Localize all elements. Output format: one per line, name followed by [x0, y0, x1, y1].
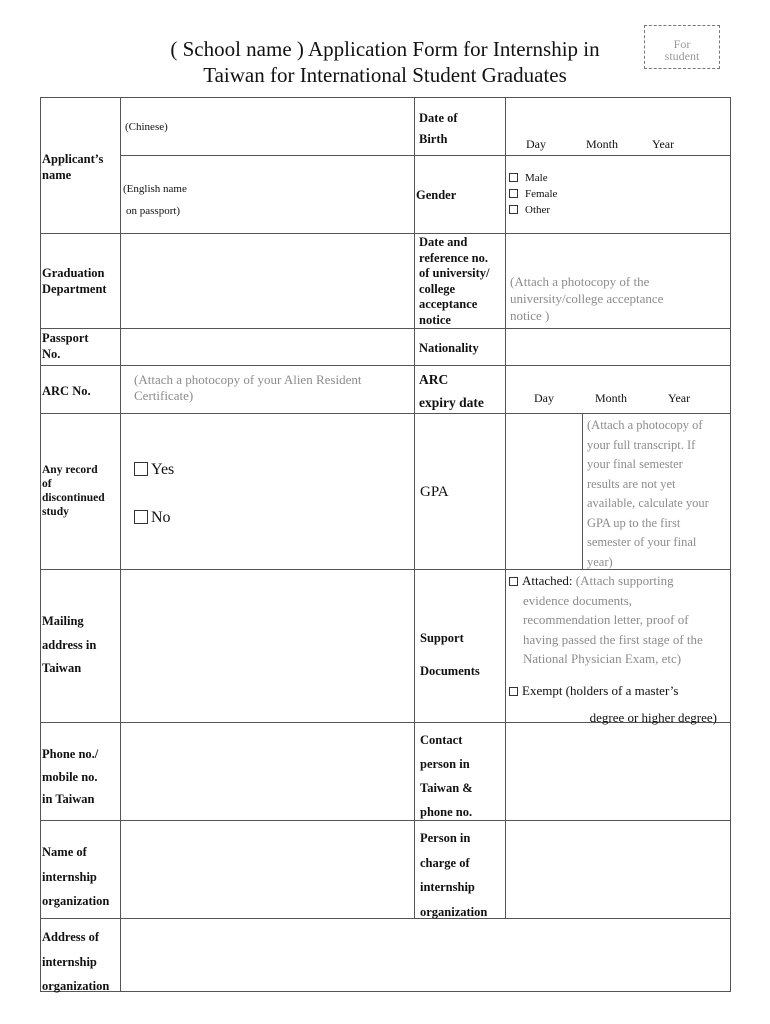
male-checkbox[interactable]: [509, 173, 518, 182]
chinese-name-hint: (Chinese): [125, 121, 168, 133]
discontinued-study-label: Any record of discontinued study: [42, 464, 105, 518]
english-name-field[interactable]: [123, 178, 187, 222]
gender-option-male[interactable]: Male: [509, 170, 557, 186]
arc-expiry-day: Day: [534, 391, 554, 405]
nationality-label: Nationality: [419, 341, 479, 355]
gender-option-female[interactable]: Female: [509, 186, 557, 202]
acceptance-notice-label: Date and reference no. of university/ college acceptance notice: [419, 235, 490, 327]
applicant-name-label: Applicant’s name: [42, 152, 104, 182]
arc-hint-line2: Certificate): [134, 388, 194, 403]
stamp-line2: student: [664, 49, 700, 63]
exempt-label: Exempt (holders of a master’s: [522, 683, 679, 698]
graduation-department-label: Graduation Department: [42, 266, 107, 296]
arc-no-field[interactable]: [134, 372, 361, 404]
dob-year: Year: [652, 137, 675, 151]
passport-no-field[interactable]: [121, 329, 414, 365]
form-title: [120, 36, 650, 88]
person-in-charge-label: Person in charge of internship organization: [420, 831, 488, 919]
english-name-hint-line1: (English name: [123, 183, 187, 195]
date-of-birth-label: Date of Birth: [419, 111, 458, 146]
attached-hint: (Attach supporting: [575, 573, 674, 588]
stamp-line1: For: [673, 37, 691, 51]
discontinued-yes-option[interactable]: [134, 460, 174, 480]
passport-no-label: Passport No.: [42, 331, 89, 361]
arc-hint-line1: (Attach a photocopy of your Alien Resident: [134, 372, 362, 387]
acceptance-hint-line: notice ): [510, 308, 550, 323]
internship-address-field[interactable]: [121, 919, 730, 991]
graduation-department-field[interactable]: [121, 234, 414, 328]
english-name-hint-line2: on passport): [126, 205, 181, 217]
gender-option-other[interactable]: Other: [509, 202, 557, 218]
female-checkbox[interactable]: [509, 189, 518, 198]
attached-hint-line: National Physician Exam, etc): [523, 651, 682, 666]
discontinued-no-option[interactable]: [134, 508, 171, 528]
support-attached-option[interactable]: [509, 571, 731, 669]
arc-expiry-year: Year: [668, 391, 691, 405]
phone-label: Phone no./ mobile no. in Taiwan: [42, 747, 99, 806]
person-in-charge-field[interactable]: [506, 821, 730, 918]
form-title-line1: ( School name ) Application Form for Internship in: [170, 37, 600, 61]
acceptance-notice-field[interactable]: [510, 273, 663, 324]
exempt-checkbox[interactable]: [509, 687, 518, 696]
support-documents-label: Support Documents: [420, 631, 480, 678]
gpa-hint: (Attach a photocopy of your full transcript. If your final semester results are not yet available, calculate your GPA up to the first semester of your final year): [587, 418, 709, 569]
discontinued-yes-checkbox[interactable]: [134, 462, 148, 476]
other-checkbox[interactable]: [509, 205, 518, 214]
acceptance-hint-line: (Attach a photocopy of the: [510, 274, 650, 289]
gpa-label: GPA: [420, 484, 449, 500]
phone-field[interactable]: [121, 723, 414, 820]
internship-address-label: Address of internship organization: [42, 930, 110, 993]
attached-hint-line: having passed the first stage of the: [523, 631, 703, 647]
internship-name-field[interactable]: [121, 821, 414, 918]
arc-expiry-label: ARC expiry date: [419, 372, 484, 410]
yes-label: Yes: [151, 461, 175, 478]
dob-day: Day: [526, 137, 546, 151]
nationality-field[interactable]: [506, 329, 730, 365]
mailing-address-field[interactable]: [121, 570, 414, 722]
gender-label: Gender: [416, 188, 457, 202]
for-student-stamp: [644, 25, 720, 69]
gender-options: [509, 170, 557, 218]
gpa-field[interactable]: [506, 414, 582, 569]
mailing-address-label: Mailing address in Taiwan: [42, 614, 97, 675]
internship-name-label: Name of internship organization: [42, 845, 110, 908]
attached-checkbox[interactable]: [509, 577, 518, 586]
no-label: No: [151, 509, 171, 526]
arc-no-label: ARC No.: [42, 384, 91, 398]
contact-person-field[interactable]: [506, 723, 730, 820]
attached-hint-line: evidence documents,: [523, 592, 633, 608]
attached-hint-line: recommendation letter, proof of: [523, 612, 689, 627]
exempt-label-line2: degree or higher degree): [589, 710, 717, 725]
arc-expiry-month: Month: [595, 391, 628, 405]
dob-month: Month: [586, 137, 619, 151]
attached-label: Attached:: [522, 573, 573, 588]
discontinued-no-checkbox[interactable]: [134, 510, 148, 524]
form-title-line2: Taiwan for International Student Graduates: [203, 63, 567, 87]
chinese-name-field[interactable]: [125, 120, 168, 134]
contact-person-label: Contact person in Taiwan & phone no.: [420, 733, 473, 819]
acceptance-hint-line: university/college acceptance: [510, 291, 664, 306]
